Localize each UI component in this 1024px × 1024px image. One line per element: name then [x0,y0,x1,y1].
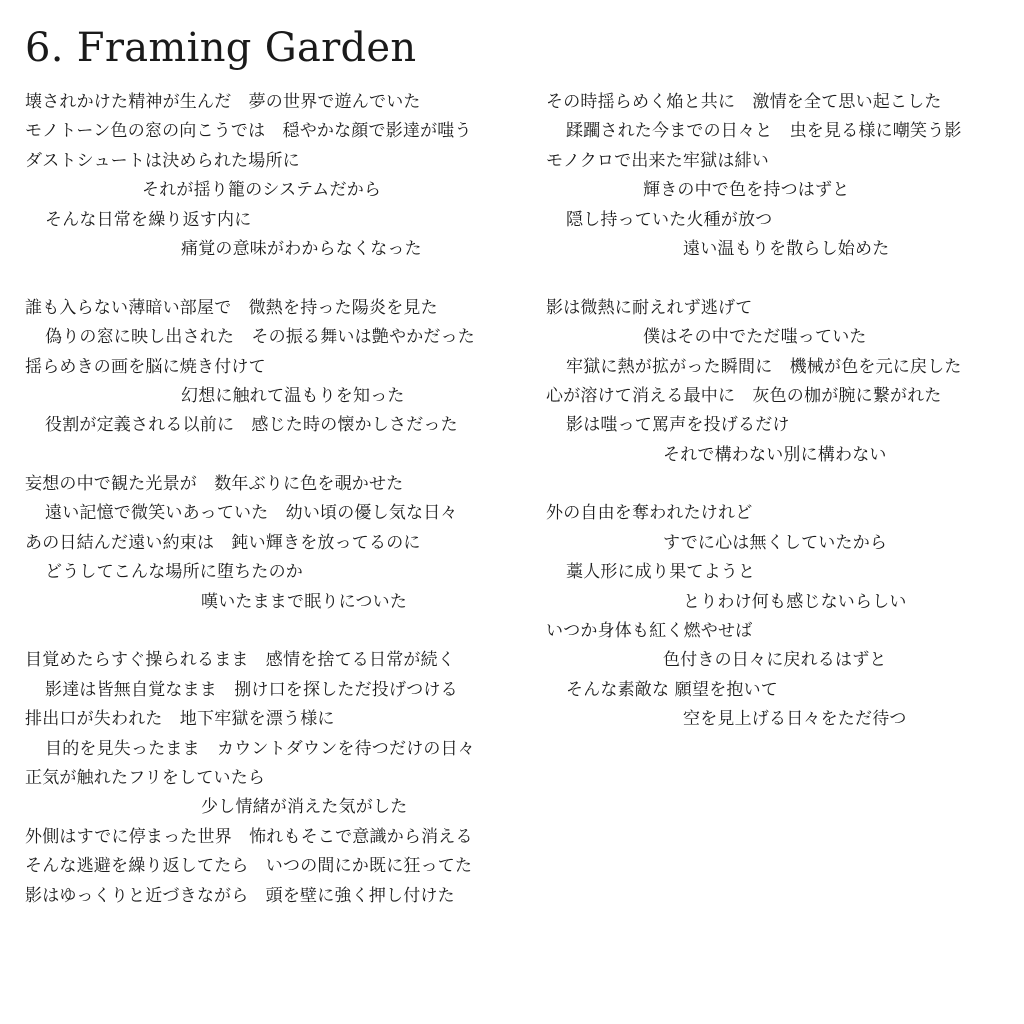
lyric-line: 壊されかけた精神が生んだ 夢の世界で遊んでいた [25,92,421,112]
lyric-line: 少し情緒が消えた気がした [201,797,408,818]
lyrics-stanza [25,470,515,617]
lyrics-stanza [25,88,515,264]
lyrics-stanza [546,88,1016,264]
stanza-gap [25,617,515,646]
lyric-line: 嘆いたままで眠りについた [201,591,408,612]
lyrics-stanza [546,294,1016,470]
lyric-line: その時揺らめく焔と共に 激情を全て思い起こした [546,92,942,112]
lyric-line: 遠い記憶で微笑いあっていた 幼い頃の優し気な日々 [45,503,458,524]
lyrics-stanza [546,499,1016,734]
lyric-line: 揺らめきの画を脳に焼き付けて [25,356,266,377]
lyric-line: 外側はすでに停まった世界 怖れもそこで意識から消える [25,826,473,847]
lyric-line: モノトーン色の窓の向こうでは 穏やかな顔で影達が嗤う [25,121,472,142]
lyric-line: とりわけ何も感じないらしい [683,591,907,612]
lyric-line: 誰も入らない薄暗い部屋で 微熱を持った陽炎を見た [25,297,438,318]
lyric-line: 心が溶けて消える最中に 灰色の枷が腕に繋がれた [546,385,942,406]
lyric-line: 僕はその中でただ嗤っていた [643,327,867,348]
lyric-line: 役割が定義される以前に 感じた時の懐かしさだった [45,415,458,436]
lyric-line: すでに心は無くしていたから [663,532,888,553]
lyric-line: 遠い温もりを散らし始めた [683,238,890,259]
lyrics-column-right [546,88,1016,735]
lyric-line: そんな日常を繰り返す内に [45,209,252,230]
lyric-line: 藁人形に成り果てようと [566,562,756,583]
lyric-line: いつか身体も紅く燃やせば [546,621,753,642]
lyric-line: 影達は皆無自覚なまま 捌け口を探しただ投げつける [45,679,458,700]
lyric-line: 外の自由を奪われたけれど [546,503,753,524]
lyric-line: 排出口が失われた 地下牢獄を漂う様に [25,709,335,730]
lyric-line: ダストシュートは決められた場所に [25,150,300,171]
stanza-gap [25,264,515,293]
lyric-line: どうしてこんな場所に堕ちたのか [45,562,303,583]
lyric-line: 影はゆっくりと近づきながら 頭を壁に強く押し付けた [25,885,455,906]
lyric-line: 隠し持っていた火種が放つ [566,209,773,230]
lyric-line: モノクロで出来た牢獄は緋い [546,150,769,171]
page-title: 6. Framing Garden [25,25,417,71]
lyric-line: 妄想の中で観た光景が 数年ぶりに色を覗かせた [25,474,404,495]
lyric-line: 牢獄に熱が拡がった瞬間に 機械が色を元に戻した [566,356,962,377]
lyric-line: 正気が触れたフリをしていたら [25,767,266,788]
lyric-line: そんな逃避を繰り返してたら いつの間にか既に狂ってた [25,856,473,877]
lyric-line: 偽りの窓に映し出された その振る舞いは艶やかだった [45,327,475,348]
lyric-line: 影は嗤って罵声を投げるだけ [566,415,790,436]
lyric-line: 目覚めたらすぐ操られるまま 感情を捨てる日常が続く [25,650,455,671]
lyric-line: 色付きの日々に戻れるはずと [663,650,887,671]
lyric-line: 痛覚の意味がわからなくなった [181,238,422,259]
lyrics-stanza [25,646,515,911]
lyrics-column-left [25,88,515,911]
stanza-gap [546,470,1016,499]
lyric-line: 目的を見失ったまま カウントダウンを待つだけの日々 [45,738,475,759]
lyric-line: それが揺り籠のシステムだから [142,180,382,201]
lyric-line: 影は微熱に耐えれず逃げて [546,297,753,318]
lyrics-stanza [25,294,515,441]
lyric-line: あの日結んだ遠い約束は 鈍い輝きを放ってるのに [25,532,421,553]
lyric-line: 幻想に触れて温もりを知った [181,385,405,406]
lyric-line: 蹂躙された今までの日々と 虫を見る様に嘲笑う影 [566,121,962,142]
lyric-line: 輝きの中で色を持つはずと [643,180,850,201]
stanza-gap [25,441,515,470]
lyric-line: そんな素敵な 願望を抱いて [566,679,779,700]
lyric-line: 空を見上げる日々をただ待つ [683,709,907,730]
stanza-gap [546,264,1016,293]
lyric-line: それで構わない別に構わない [663,444,887,465]
